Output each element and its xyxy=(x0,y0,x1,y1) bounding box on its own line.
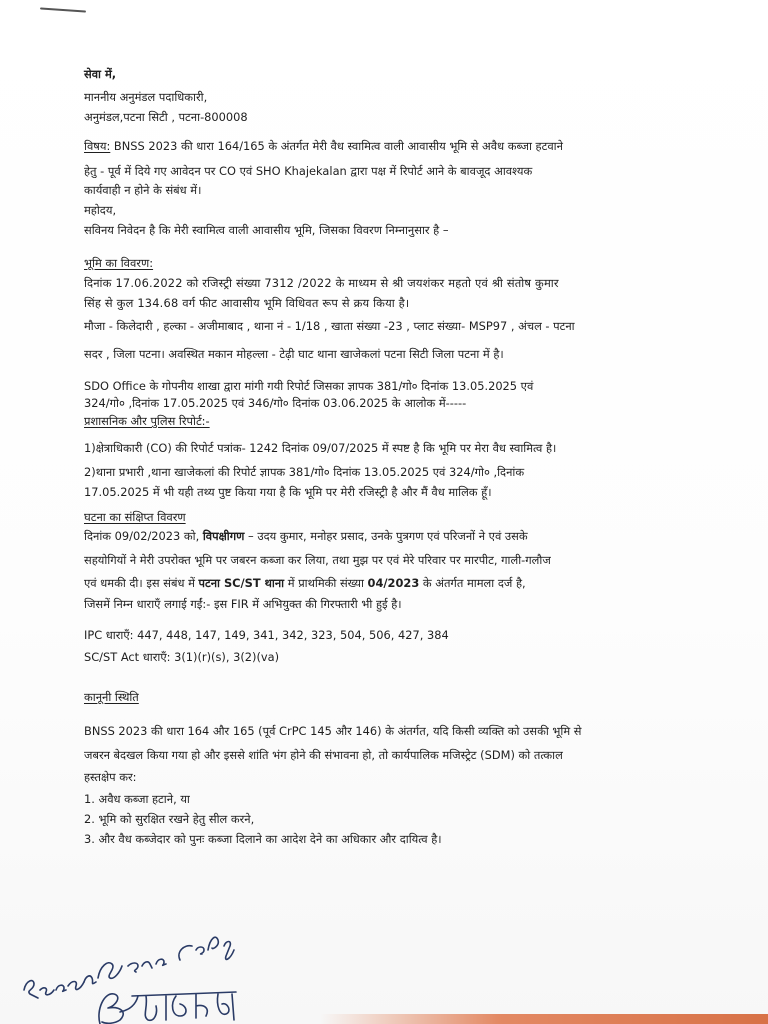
legal-item-3: 3. और वैध कब्जेदार को पुनः कब्जा दिलाने का आदेश देने का अधिकार और दायित्व है। xyxy=(84,832,442,846)
address-line-1: माननीय अनुमंडल पदाधिकारी, xyxy=(84,90,208,104)
legal-line-2: जबरन बेदखल किया गया हो और इससे शांति भंग होने की संभावना हो, तो कार्यपालिक मजिस्ट्रेट (SDM) को तत्काल xyxy=(84,748,563,762)
fir-number: 04/2023 xyxy=(367,576,420,590)
incident-names: – उदय कुमार, मनोहर प्रसाद, उनके पुत्रगण एवं परिजनों ने एवं उसके xyxy=(244,529,528,543)
land-line-4: सदर , जिला पटना। अवस्थित मकान मोहल्ला - टेढ़ी घाट थाना खाजेकलां पटना सिटी जिला पटना में है। xyxy=(84,347,504,361)
subject-line-2: हेतु - पूर्व में दिये गए आवेदन पर CO एवं SHO Khajekalan द्वारा पक्ष में रिपोर्ट आने के बावजूद आवश्यक xyxy=(84,164,533,178)
ipc-sections: IPC धाराएँ: 447, 448, 147, 149, 341, 342, 323, 504, 506, 427, 384 xyxy=(84,628,449,642)
land-line-1: दिनांक 17.06.2022 को रजिस्ट्री संख्या 7312 /2022 के माध्यम से श्री जयशंकर महतो एवं श्री संतोष कुमार xyxy=(84,276,559,290)
scst-sections: SC/ST Act धाराएँ: 3(1)(r)(s), 3(2)(va) xyxy=(84,650,280,664)
incident-date: दिनांक 09/02/2023 को, xyxy=(84,529,203,543)
police-station: पटना SC/ST थाना xyxy=(198,576,285,590)
incident-text-e: के अंतर्गत मामला दर्ज है, xyxy=(419,576,526,590)
sdo-line-2: 324/गो० ,दिनांक 17.05.2025 एवं 346/गो० दिनांक 03.06.2025 के आलोक में----- xyxy=(84,396,467,410)
pen-scratch-mark xyxy=(40,7,86,12)
subject-line-3: कार्यवाही न होने के संबंध में। xyxy=(84,183,202,197)
admin-item-1: 1)क्षेत्राधिकारी (CO) की रिपोर्ट पत्रांक- 1242 दिनांक 09/07/2025 में स्पष्ट है कि भूमि पर मेरा वैध स्वामित्व है। xyxy=(84,441,557,455)
incident-line-2: सहयोगियों ने मेरी उपरोक्त भूमि पर जबरन कब्जा कर लिया, तथा मुझ पर एवं मेरे परिवार पर मारपीट, गाली-गलौज xyxy=(84,553,551,567)
legal-item-1: 1. अवैध कब्जा हटाने, या xyxy=(84,792,190,806)
admin-item-2b: 17.05.2025 में भी यही तथ्य पुष्ट किया गया है कि भूमि पर मेरी रजिस्ट्री है और मैं वैध मालिक हूँ। xyxy=(84,485,492,499)
sdo-line-1: SDO Office के गोपनीय शाखा द्वारा मांगी गयी रिपोर्ट जिसका ज्ञापक 381/गो० दिनांक 13.05.2025 एवं xyxy=(84,379,534,393)
intro-paragraph: सविनय निवेदन है कि मेरी स्वामित्व वाली आवासीय भूमि, जिसका विवरण निम्नानुसार है – xyxy=(84,223,449,237)
greeting: महोदय, xyxy=(84,203,117,217)
subject-text-1: BNSS 2023 की धारा 164/165 के अंतर्गत मेरी वैध स्वामित्व वाली आवासीय भूमि से अवैध कब्जा हटवाने xyxy=(110,139,563,153)
subject-line-1 xyxy=(84,138,563,154)
incident-line-4: जिसमें निम्न धाराएँ लगाई गईं:- इस FIR में अभियुक्त की गिरफ्तारी भी हुई है। xyxy=(84,597,402,611)
land-line-2: सिंह से कुल 134.68 वर्ग फीट आवासीय भूमि विधिवत रूप से क्रय किया है। xyxy=(84,296,410,310)
incident-text-c: में प्राथमिकी संख्या xyxy=(284,576,368,590)
incident-line-1 xyxy=(84,528,528,544)
admin-item-2a: 2)थाना प्रभारी ,थाना खाजेकलां की रिपोर्ट ज्ञापक 381/गो० दिनांक 13.05.2025 एवं 324/गो० ,दिनांक xyxy=(84,465,525,479)
incident-text-a: एवं धमकी दी। इस संबंध में xyxy=(84,576,199,590)
land-heading: भूमि का विवरण: xyxy=(84,256,154,270)
legal-heading: कानूनी स्थिति xyxy=(84,690,139,704)
legal-line-3: हस्तक्षेप कर: xyxy=(84,770,137,784)
land-line-3: मौजा - किलेदारी , हल्का - अजीमाबाद , थाना नं - 1/18 , खाता संख्या -23 , प्लाट संख्या- MSP97 , अंचल - पटना xyxy=(84,319,575,333)
incident-opponents: विपक्षीगण xyxy=(202,529,245,543)
salutation: सेवा में, xyxy=(84,67,117,81)
page-bottom-edge xyxy=(320,1014,768,1024)
legal-line-1: BNSS 2023 की धारा 164 और 165 (पूर्व CrPC 145 और 146) के अंतर्गत, यदि किसी व्यक्ति को उसकी भूमि से xyxy=(84,724,582,738)
address-line-2: अनुमंडल,पटना सिटी , पटना-800008 xyxy=(84,110,248,124)
legal-item-2: 2. भूमि को सुरक्षित रखने हेतु सील करने, xyxy=(84,812,255,826)
subject-label: विषय: xyxy=(84,139,111,153)
incident-line-3 xyxy=(84,575,526,591)
incident-heading: घटना का संक्षिप्त विवरण xyxy=(84,510,186,524)
admin-heading: प्रशासनिक और पुलिस रिपोर्ट:- xyxy=(84,414,210,428)
handwritten-signature xyxy=(20,920,320,1024)
